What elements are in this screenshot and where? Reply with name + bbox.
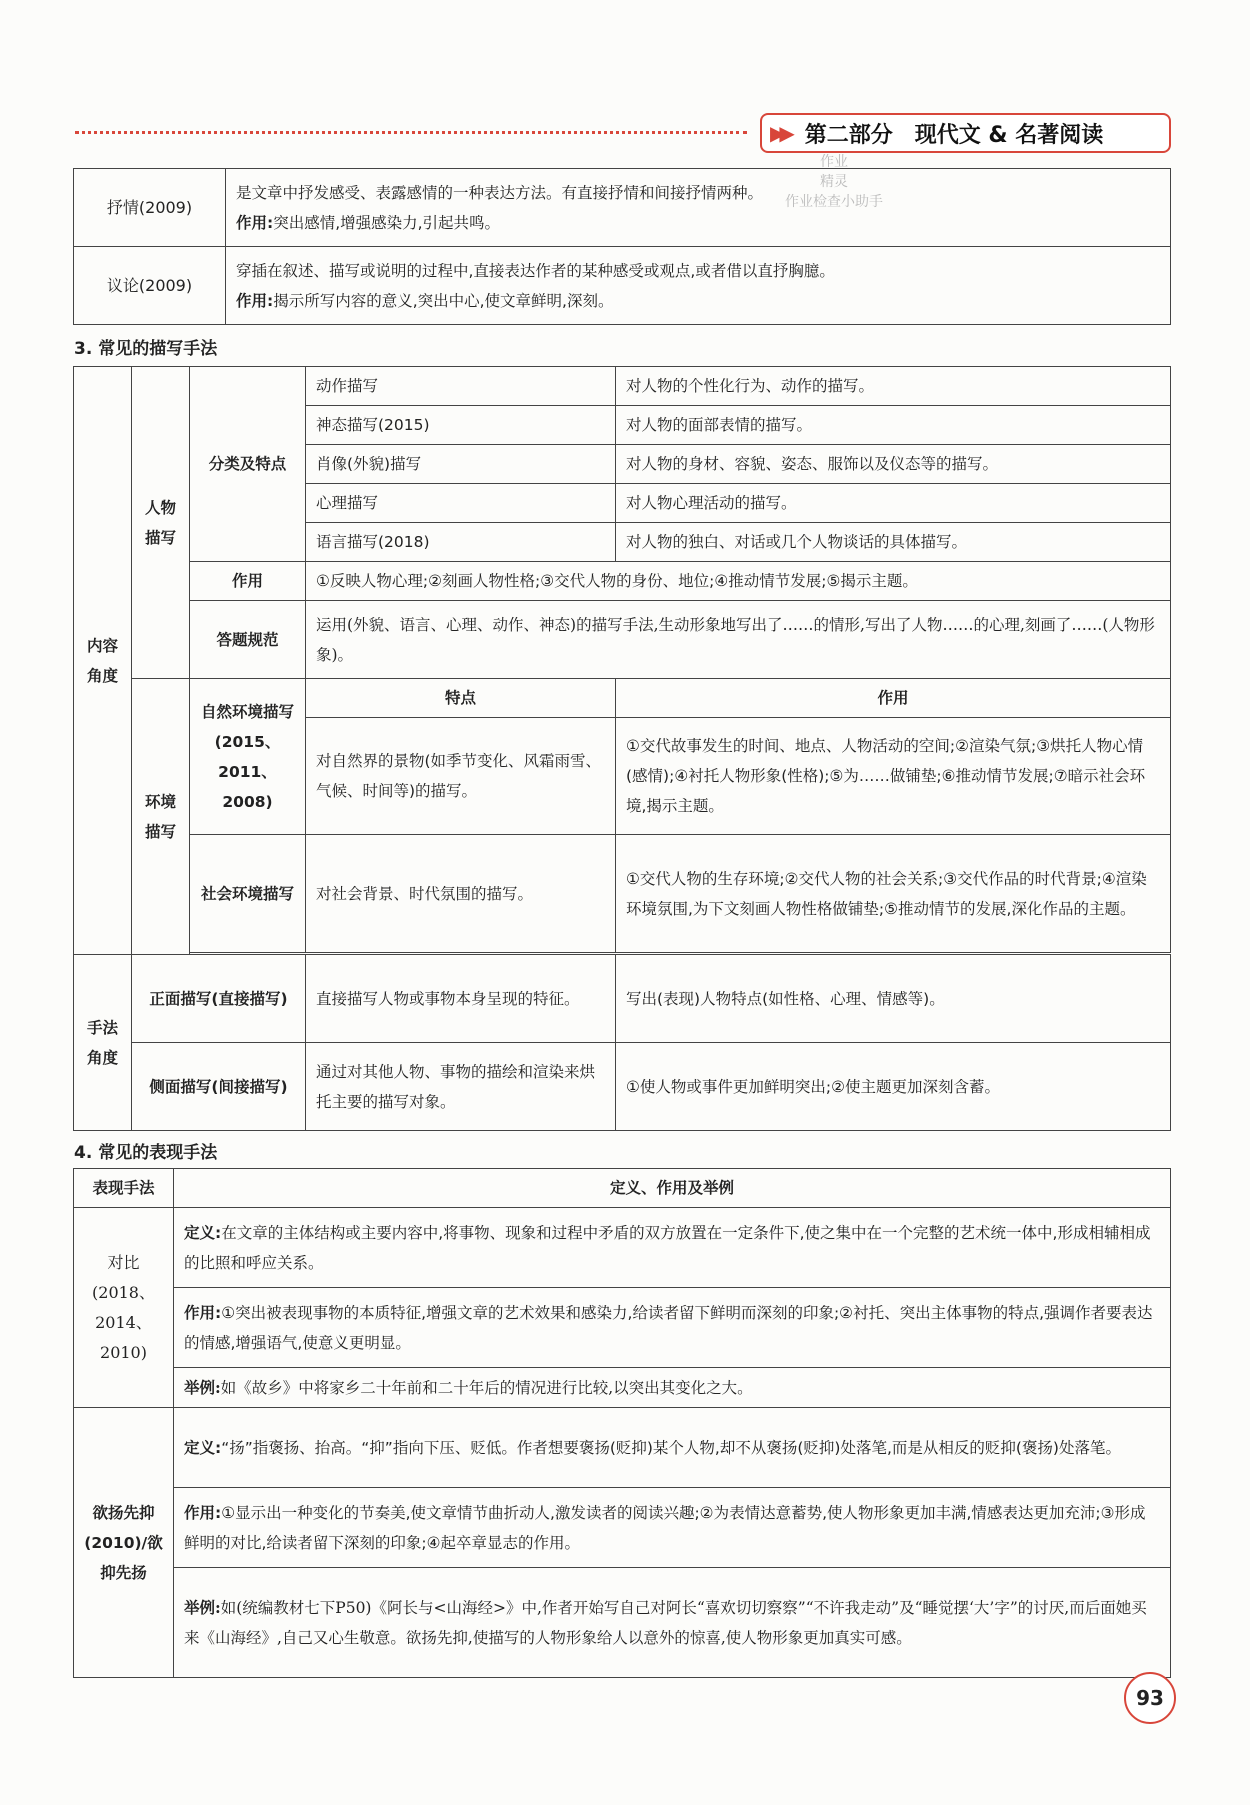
page-number: 93	[1124, 1672, 1176, 1724]
table-row	[74, 169, 1171, 247]
table-row	[74, 247, 1171, 325]
definition-cell: 是文章中抒发感受、表露感情的一种表达方法。有直接抒情和间接抒情两种。 作用:突出感情,增强感染力,引起共鸣。	[226, 169, 1171, 247]
contrast-cell: 对比(2018、2014、2010)	[74, 1208, 174, 1408]
table-row: 对自然界的景物(如季节变化、风霜雨雪、气候、时间等)的描写。 ①交代故事发生的时间、地点、人物活动的空间;②渲染气氛;③烘托人物心情(感情);④衬托人物形象(性格);⑤为……做铺垫;⑥推动情节发展;⑦暗示社会环境,揭示主题。	[74, 718, 1171, 835]
method-angle-cell: 手法角度	[74, 955, 132, 1131]
category-cell: 分类及特点	[190, 367, 306, 562]
table-row: 欲扬先抑(2010)/欲抑先扬 定义:“扬”指褒扬、抬高。“抑”指向下压、贬低。作者想要褒扬(贬抑)某个人物,却不从褒扬(贬抑)处落笔,而是从相反的贬抑(褒扬)处落笔。	[74, 1408, 1171, 1488]
content-angle-cell: 内容角度	[74, 367, 132, 955]
term-cell: 议论(2009)	[74, 247, 226, 325]
arrow-icon: ▶▶	[770, 121, 789, 145]
table-row: 肖像(外貌)描写 对人物的身材、容貌、姿态、服饰以及仪态等的描写。	[74, 445, 1171, 484]
table-row: 作用 ①反映人物心理;②刻画人物性格;③交代人物的身份、地位;④推动情节发展;⑤揭示主题。	[74, 562, 1171, 601]
table-row: 表现手法 定义、作用及举例	[74, 1169, 1171, 1208]
definition-cell: 穿插在叙述、描写或说明的过程中,直接表达作者的某种感受或观点,或者借以直抒胸臆。 作用:揭示所写内容的意义,突出中心,使文章鲜明,深刻。	[226, 247, 1171, 325]
yuyang-cell: 欲扬先抑(2010)/欲抑先扬	[74, 1408, 174, 1678]
header-dotted-line	[75, 131, 747, 134]
table-row: 环境描写 自然环境描写(2015、2011、2008) 特点 作用	[74, 679, 1171, 718]
description-methods-table	[73, 366, 1171, 1131]
table-row: 对比(2018、2014、2010) 定义:在文章的主体结构或主要内容中,将事物、现象和过程中矛盾的双方放置在一定条件下,使之集中在一个完整的艺术统一体中,形成相辅相成的比照和呼应关系。	[74, 1208, 1171, 1288]
representation-methods-table	[73, 1168, 1171, 1678]
term-cell: 抒情(2009)	[74, 169, 226, 247]
environment-cell: 环境描写	[132, 679, 190, 955]
section-4-title: 4. 常见的表现手法	[74, 1143, 218, 1163]
watermark-stamp: 作业 精灵 作业检查小助手	[785, 154, 883, 210]
section-header-title: 第二部分 现代文 & 名著阅读	[804, 122, 1104, 148]
table-row: 内容角度 人物描写 分类及特点 动作描写 对人物的个性化行为、动作的描写。	[74, 367, 1171, 406]
table-row: 手法角度 正面描写(直接描写) 直接描写人物或事物本身呈现的特征。 写出(表现)人物特点(如性格、心理、情感等)。	[74, 955, 1171, 1043]
section-3-title: 3. 常见的描写手法	[74, 339, 218, 359]
table-row: 举例:如《故乡》中将家乡二十年前和二十年后的情况进行比较,以突出其变化之大。	[74, 1368, 1171, 1408]
table-row: 神态描写(2015) 对人物的面部表情的描写。	[74, 406, 1171, 445]
table-row: 举例:如(统编教材七下P50)《阿长与<山海经>》中,作者开始写自己对阿长“喜欢切切察察”“不许我走动”及“睡觉摆‘大’字”的讨厌,而后面她买来《山海经》,自己又心生敬意。欲扬先抑,使描写的人物形象给人以意外的惊喜,使人物形象更加真实可感。	[74, 1568, 1171, 1678]
table-row: 答题规范 运用(外貌、语言、心理、动作、神态)的描写手法,生动形象地写出了……的情形,写出了人物……的心理,刻画了……(人物形象)。	[74, 601, 1171, 679]
expression-methods-table	[73, 168, 1171, 325]
character-cell: 人物描写	[132, 367, 190, 679]
table-row: 社会环境描写 对社会背景、时代氛围的描写。 ①交代人物的生存环境;②交代人物的社会关系;③交代作品的时代背景;④渲染环境氛围,为下文刻画人物性格做铺垫;⑤推动情节的发展,深化作品的主题。	[74, 835, 1171, 953]
section-header	[760, 113, 1171, 153]
table-row: 作用:①突出被表现事物的本质特征,增强文章的艺术效果和感染力,给读者留下鲜明而深刻的印象;②衬托、突出主体事物的特点,强调作者要表达的情感,增强语气,使意义更明显。	[74, 1288, 1171, 1368]
table-row: 心理描写 对人物心理活动的描写。	[74, 484, 1171, 523]
table-row: 侧面描写(间接描写) 通过对其他人物、事物的描绘和渲染来烘托主要的描写对象。 ①使人物或事件更加鲜明突出;②使主题更加深刻含蓄。	[74, 1043, 1171, 1131]
table-row: 作用:①显示出一种变化的节奏美,使文章情节曲折动人,激发读者的阅读兴趣;②为表情达意蓄势,使人物形象更加丰满,情感表达更加充沛;③形成鲜明的对比,给读者留下深刻的印象;④起卒章显志的作用。	[74, 1488, 1171, 1568]
table-row: 语言描写(2018) 对人物的独白、对话或几个人物谈话的具体描写。	[74, 523, 1171, 562]
